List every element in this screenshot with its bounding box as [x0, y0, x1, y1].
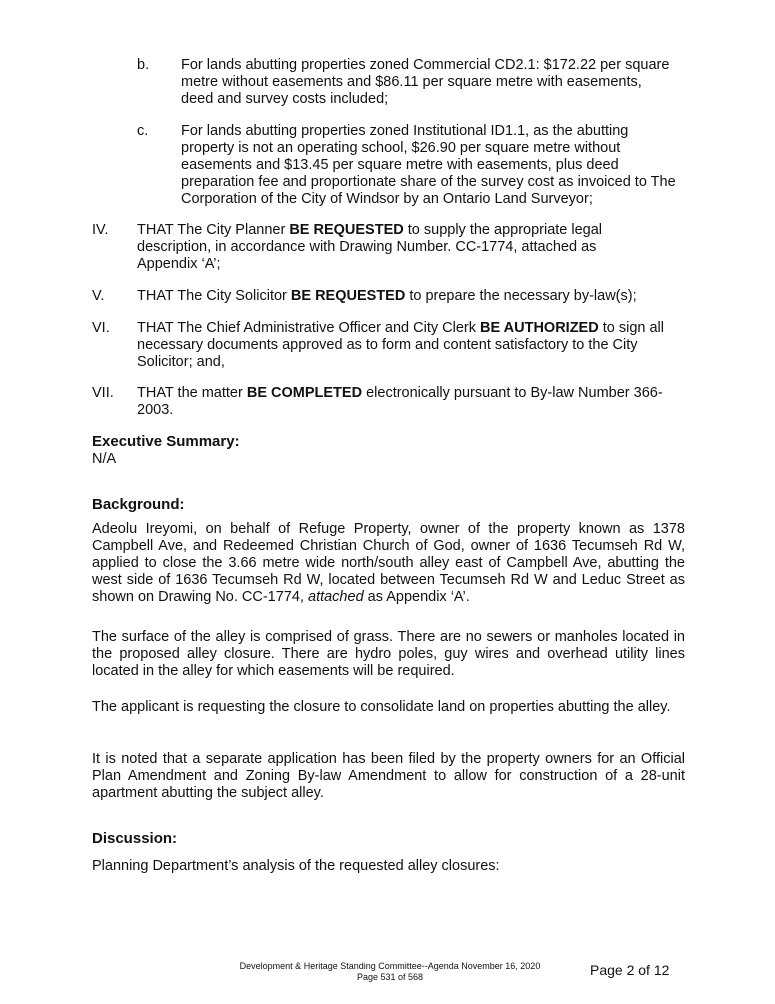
executive-summary-text: N/A [92, 451, 117, 467]
background-heading: Background: [92, 496, 185, 513]
discussion-text: Planning Department’s analysis of the requested alley closures: [92, 858, 500, 874]
background-paragraph-4: It is noted that a separate application has been filed by the property owners for an Official Plan Amendment and Zoning By-law Amendment to allow for construction of a 28-unit apartment abutting the subject alley. [92, 751, 685, 801]
sub-item-text: For lands abutting properties zoned Institutional ID1.1, as the abutting property is not an operating school, $26.90 per square metre without easements and $13.45 per square metre with easements, plus deed preparation fee and proportionate share of the survey cost as invoiced to The Corporation of the City of Windsor by an Ontario Land Surveyor; [181, 123, 676, 207]
background-paragraph-3: The applicant is requesting the closure to consolidate land on properties abutting the alley. [92, 699, 671, 715]
discussion-heading: Discussion: [92, 830, 178, 847]
item-label: V. [92, 288, 105, 304]
sub-item-label: b. [137, 57, 150, 73]
sub-item-label: c. [137, 123, 149, 139]
footer-agenda-line: Development & Heritage Standing Committee--Agenda November 16, 2020 [239, 961, 541, 971]
executive-summary-section [92, 433, 240, 468]
page-number: Page 2 of 12 [590, 962, 670, 978]
background-paragraph-2: The surface of the alley is comprised of grass. There are no sewers or manholes located in the proposed alley closure. There are hydro poles, guy wires and overhead utility lines located in the alley for which easements will be required. [92, 629, 685, 679]
item-text: THAT The Chief Administrative Officer and City Clerk BE AUTHORIZED to sign all necessary documents approved as to form and content satisfactory to the City Solicitor; and, [137, 320, 664, 370]
page-footer [200, 961, 580, 983]
item-label: IV. [92, 222, 109, 238]
executive-summary-heading: Executive Summary: [92, 433, 240, 450]
sub-item-text: For lands abutting properties zoned Commercial CD2.1: $172.22 per square metre without easements and $86.11 per square metre with easements, deed and survey costs included; [181, 57, 670, 107]
item-text: THAT The City Solicitor BE REQUESTED to prepare the necessary by-law(s); [137, 288, 637, 304]
item-label: VII. [92, 385, 114, 401]
background-paragraph-1: Adeolu Ireyomi, on behalf of Refuge Property, owner of the property known as 1378 Campbell Ave, and Redeemed Christian Church of God, owner of 1636 Tecumseh Rd W, applied to close the 3.66 metre wide north/south alley east of Campbell Ave, abutting the west side of 1636 Tecumseh Rd W, located between Tecumseh Rd W and Leduc Street as shown on Drawing No. CC-1774, attached as Appendix ‘A’. [92, 521, 685, 605]
item-text: THAT The City Planner BE REQUESTED to supply the appropriate legal description, in accordance with Drawing Number. CC-1774, attached as Appendix ‘A’; [137, 222, 603, 272]
item-text: THAT the matter BE COMPLETED electronically pursuant to By-law Number 366-2003. [137, 385, 663, 418]
footer-page-count: Page 531 of 568 [356, 972, 424, 982]
item-label: VI. [92, 320, 110, 336]
